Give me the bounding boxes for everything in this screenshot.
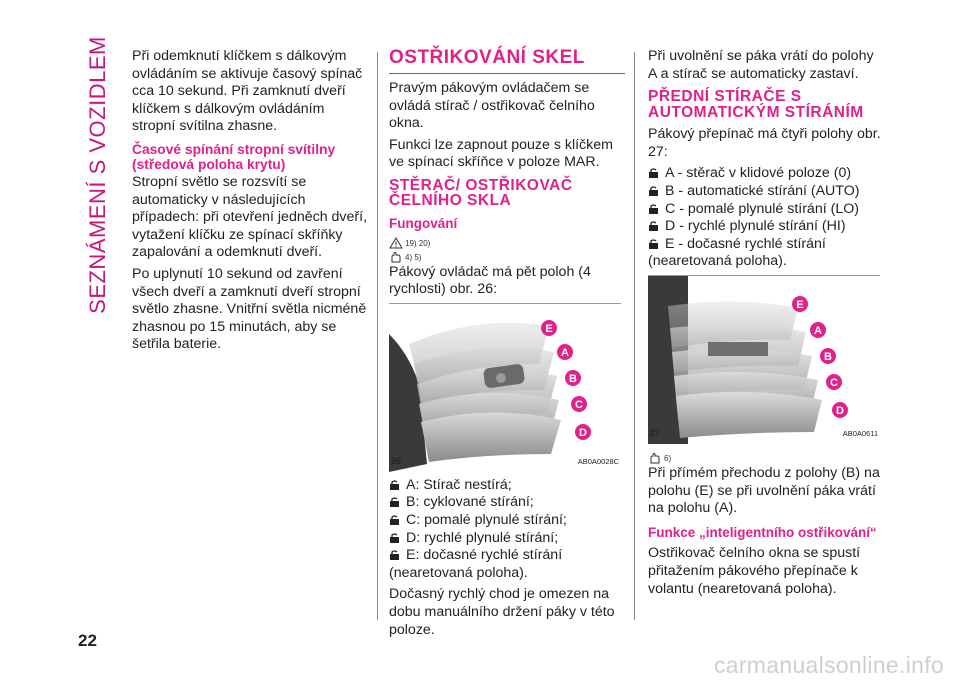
list-item: D - rychlé plynulé stírání (HI) — [648, 218, 884, 236]
figure-label-c: C — [575, 398, 583, 411]
page-number: 22 — [78, 631, 97, 650]
auto-wiper-stalk-illustration — [648, 276, 880, 444]
column-2 — [389, 48, 625, 643]
column-divider-2 — [634, 52, 635, 620]
bullet-icon — [648, 186, 659, 197]
side-section-title-text: SEZNÁMENÍ S VOZIDLEM — [85, 36, 110, 314]
list-item: A: Stírač nestírá; — [389, 477, 625, 495]
column-1 — [132, 48, 368, 358]
bullet-icon — [648, 239, 659, 250]
figure-label-e: E — [796, 298, 804, 311]
figure-label-d: D — [836, 404, 844, 417]
column-3 — [648, 48, 884, 602]
warning-reference — [389, 237, 625, 249]
list-item: C - pomalé plynulé stírání (LO) — [648, 201, 884, 219]
list-tail: (nearetovaná poloha). — [648, 253, 787, 270]
figure-label-b: B — [824, 350, 832, 363]
figure-label-e: E — [545, 322, 553, 335]
list-tail: (nearetovaná poloha). — [389, 564, 528, 581]
list-item: B: cyklované stírání; — [389, 494, 625, 512]
warning-reference-numbers: 19) 20) — [405, 238, 431, 248]
caution-hand-icon — [389, 251, 403, 263]
section-heading-interior-light-timer: Časové spínání stropní svítilny (středová poloha krytu) — [132, 141, 336, 172]
subheading-operation: Fungování — [389, 215, 458, 231]
watermark: carmanualsonline.info — [713, 652, 944, 678]
warning-triangle-icon — [389, 237, 403, 249]
subheading-intelligent-washing: Funkce „inteligentního ostřikování“ — [648, 524, 877, 540]
bullet-icon — [389, 515, 400, 526]
auto-wiper-positions-list — [648, 165, 884, 253]
bullet-icon — [648, 221, 659, 232]
figure-26-wiper-stalk — [389, 303, 621, 472]
bullet-icon — [648, 204, 659, 215]
side-section-title — [83, 36, 113, 314]
bullet-icon — [389, 497, 400, 508]
paragraph: Stropní světlo se rozsvítí se automaticky v následujících případech: při otevření jedněch dveří, vytažení klíčku ze spínací skříňky zapalování a odemknutí dveří. — [132, 173, 368, 261]
list-item: E: dočasné rychlé stírání — [389, 547, 625, 565]
section-heading-automatic-wipers: PŘEDNÍ STÍRAČE S AUTOMATICKÝM STÍRÁNÍM — [648, 88, 864, 121]
figure-label-d: D — [579, 426, 587, 439]
bullet-icon — [389, 480, 400, 491]
paragraph: Ostřikovač čelního okna se spustí přitažením pákového přepínače k volantu (nearetovaná poloha). — [648, 545, 861, 597]
list-item: E - dočasné rychlé stírání — [648, 236, 884, 254]
caution-reference-numbers: 4) 5) — [405, 252, 422, 262]
paragraph: Pravým pákovým ovládačem se ovládá stírač / ostřikovač čelního okna. — [389, 80, 595, 132]
caution-hand-icon — [648, 452, 662, 464]
paragraph: Po uplynutí 10 sekund od zavření všech dveří a zamknutí dveří stropní světlo zhasne. Vnitřní světla nicméně zhasnou po 15 minutách, aby se šetřila baterie. — [132, 265, 367, 353]
paragraph: Při odemknutí klíčkem s dálkovým ovládáním se aktivuje časový spínač cca 10 sekund. Při zamknutí dveří klíčkem s dálkovým ovládáním stropní svítilna zhasne. — [132, 48, 363, 135]
figure-label-a: A — [561, 346, 569, 359]
figure-label-b: B — [569, 372, 577, 385]
caution-reference — [389, 251, 625, 263]
chapter-heading-washers: OSTŘIKOVÁNÍ SKEL — [389, 48, 625, 74]
bullet-icon — [389, 550, 400, 561]
paragraph: Při uvolnění se páka vrátí do polohy A a stírač se automaticky zastaví. — [648, 48, 874, 82]
figure-number: 27 — [650, 428, 661, 439]
caution-reference — [648, 452, 884, 464]
list-item: D: rychlé plynulé stírání; — [389, 530, 625, 548]
list-item: C: pomalé plynulé stírání; — [389, 512, 625, 530]
paragraph: Pákový ovládač má pět poloh (4 rychlosti) obr. 26: — [389, 263, 591, 298]
list-item: A - stěrač v klidové poloze (0) — [648, 165, 884, 183]
paragraph: Při přímém přechodu z polohy (B) na polohu (E) se při uvolnění páka vrátí na polohu (A). — [648, 464, 880, 517]
paragraph: Pákový přepínač má čtyři polohy obr. 27: — [648, 126, 881, 160]
wiper-positions-list — [389, 477, 625, 565]
wiper-stalk-illustration — [389, 304, 621, 472]
caution-reference-numbers: 6) — [664, 453, 672, 463]
bullet-icon — [389, 533, 400, 544]
figure-label-a: A — [814, 324, 822, 337]
figure-code: AB0A0028C — [577, 457, 619, 467]
section-heading-wiper-washer: STĚRAČ/ OSTŘIKOVAČ ČELNÍHO SKLA — [389, 176, 573, 210]
paragraph: Funkci lze zapnout pouze s klíčkem ve spínací skříňce v poloze MAR. — [389, 136, 613, 171]
figure-label-c: C — [830, 376, 838, 389]
figure-code: AB0A0611 — [842, 429, 878, 439]
list-item: B - automatické stírání (AUTO) — [648, 183, 884, 201]
bullet-icon — [648, 168, 659, 179]
column-divider-1 — [377, 52, 378, 620]
paragraph: Dočasný rychlý chod je omezen na dobu manuálního držení páky v této poloze. — [389, 586, 615, 638]
figure-number: 26 — [391, 456, 402, 467]
figure-27-auto-wiper-stalk — [648, 275, 880, 444]
